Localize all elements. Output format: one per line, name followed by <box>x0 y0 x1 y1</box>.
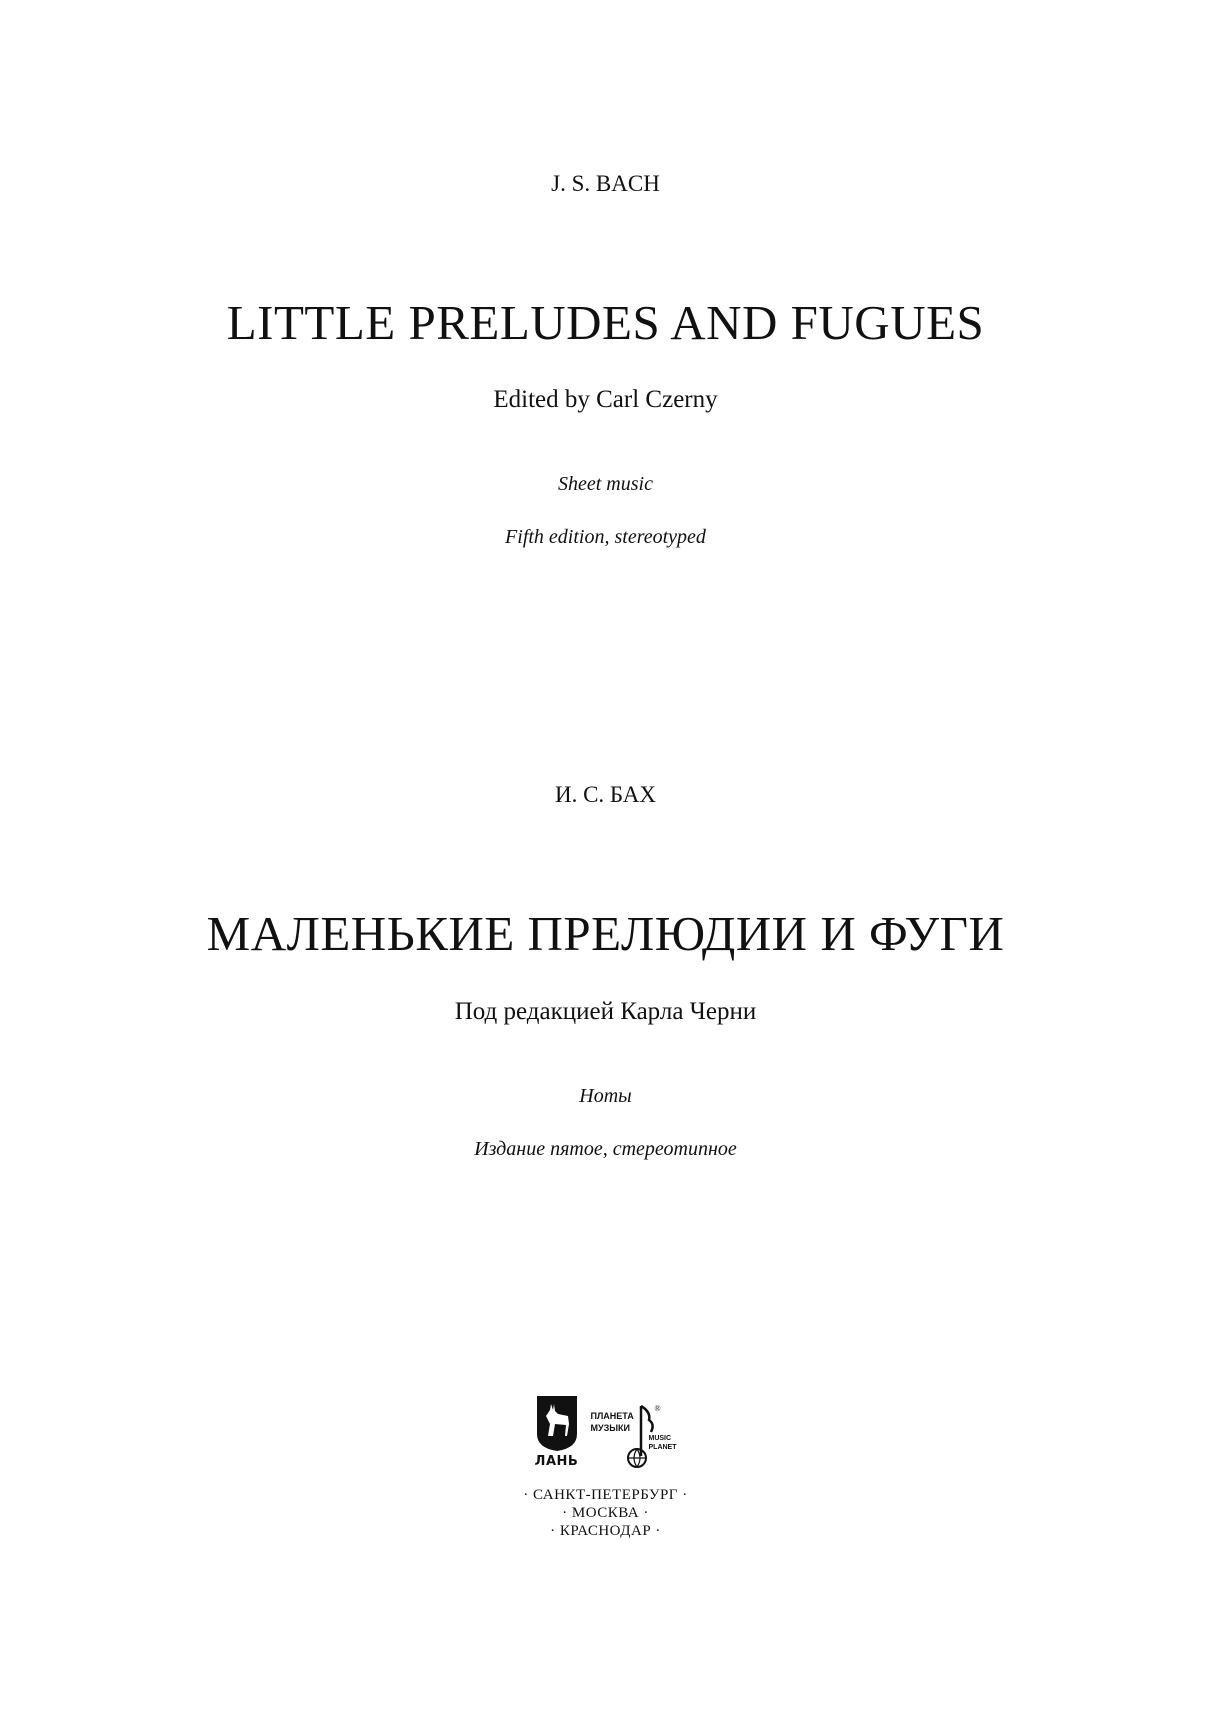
music-planet-english: MUSIC PLANET <box>648 1435 677 1451</box>
city-moscow: · МОСКВА · <box>562 1505 649 1521</box>
author-russian: И. С. БАХ <box>554 782 657 807</box>
edition-note-english: Fifth edition, stereotyped <box>505 526 706 548</box>
editor-english: Edited by Carl Czerny <box>493 386 718 413</box>
music-planet-logo <box>591 1394 681 1472</box>
format-note-english: Sheet music <box>558 473 653 495</box>
format-note-russian: Ноты <box>579 1085 632 1107</box>
lan-logo-text: ЛАНЬ <box>534 1454 579 1469</box>
city-saint-petersburg: · САНКТ-ПЕТЕРБУРГ · <box>523 1487 688 1503</box>
music-planet-russian: ПЛАНЕТА МУЗЫКИ <box>590 1411 634 1433</box>
deer-shield-icon <box>535 1394 579 1452</box>
title-russian: МАЛЕНЬКИЕ ПРЕЛЮДИИ И ФУГИ <box>206 906 1005 961</box>
editor-russian: Под редакцией Карла Черни <box>454 998 757 1025</box>
title-english: LITTLE PRELUDES AND FUGUES <box>226 295 985 350</box>
edition-note-russian: Издание пятое, стереотипное <box>474 1138 737 1160</box>
city-krasnodar: · КРАСНОДАР · <box>550 1523 661 1539</box>
publisher-block <box>0 1394 1211 1540</box>
publisher-cities <box>0 1486 1211 1540</box>
publisher-logos <box>531 1394 681 1472</box>
author-english: J. S. BACH <box>551 171 660 196</box>
lan-logo <box>531 1394 583 1472</box>
registered-mark: ® <box>654 1404 661 1413</box>
note-globe-icon <box>591 1394 681 1472</box>
